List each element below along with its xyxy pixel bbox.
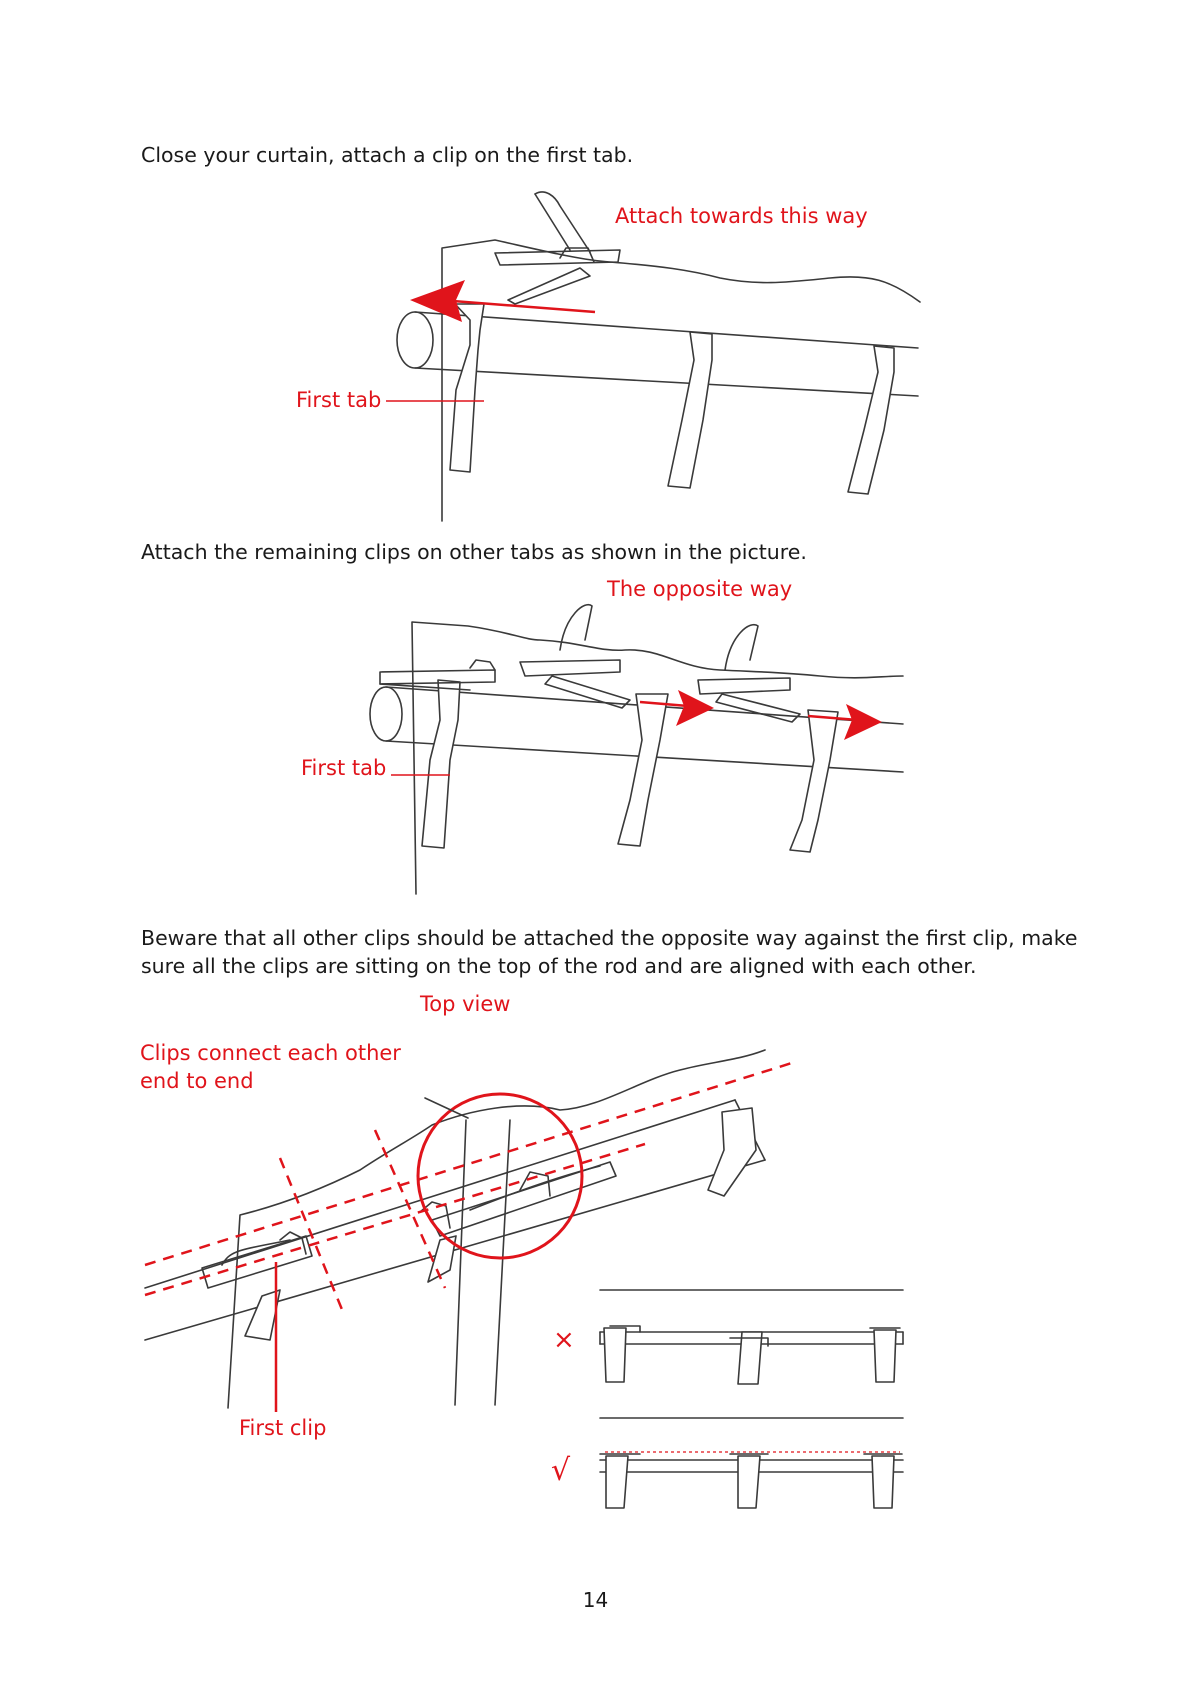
rod-end [370,687,402,741]
step2-instruction: Attach the remaining clips on other tabs as shown in the picture. [141,540,807,564]
clip-boundary-line [280,1158,343,1312]
wrong-alignment-diagram [600,1290,903,1384]
check-mark-icon: √ [551,1453,571,1488]
wrong-mark-icon: × [553,1325,575,1355]
direction-label: Attach towards this way [615,204,868,228]
tab [668,332,712,488]
step3-instruction-line1: Beware that all other clips should be attached the opposite way against the first clip, make [141,926,1078,950]
top-view-label: Top view [420,992,511,1016]
rod-end [397,312,433,368]
first-tab [422,680,460,848]
highlight-circle [418,1094,582,1258]
tab [618,694,668,846]
first-tab [450,304,484,472]
step1-instruction: Close your curtain, attach a clip on the first tab. [141,143,634,167]
step3-instruction-line2: sure all the clips are sitting on the top of the rod and are aligned with each other. [141,954,977,978]
direction-arrow-head [844,704,882,740]
clip [495,192,620,304]
first-clip [202,1232,312,1340]
tab [848,346,894,494]
first-clip-label: First clip [239,1416,327,1440]
curtain-fold [455,1120,510,1405]
clip [520,605,630,708]
clips-connect-label-line1: Clips connect each other [140,1041,401,1065]
tab [708,1108,756,1196]
page-number: 14 [582,1588,609,1612]
first-tab-label: First tab [296,388,382,412]
clip [420,1162,616,1282]
opposite-way-label: The opposite way [607,577,793,601]
first-tab-label: First tab [301,756,387,780]
rod [145,1100,765,1340]
clips-connect-label-line2: end to end [140,1069,254,1093]
tab [790,710,838,852]
correct-alignment-diagram [600,1418,903,1508]
rod [415,312,918,396]
